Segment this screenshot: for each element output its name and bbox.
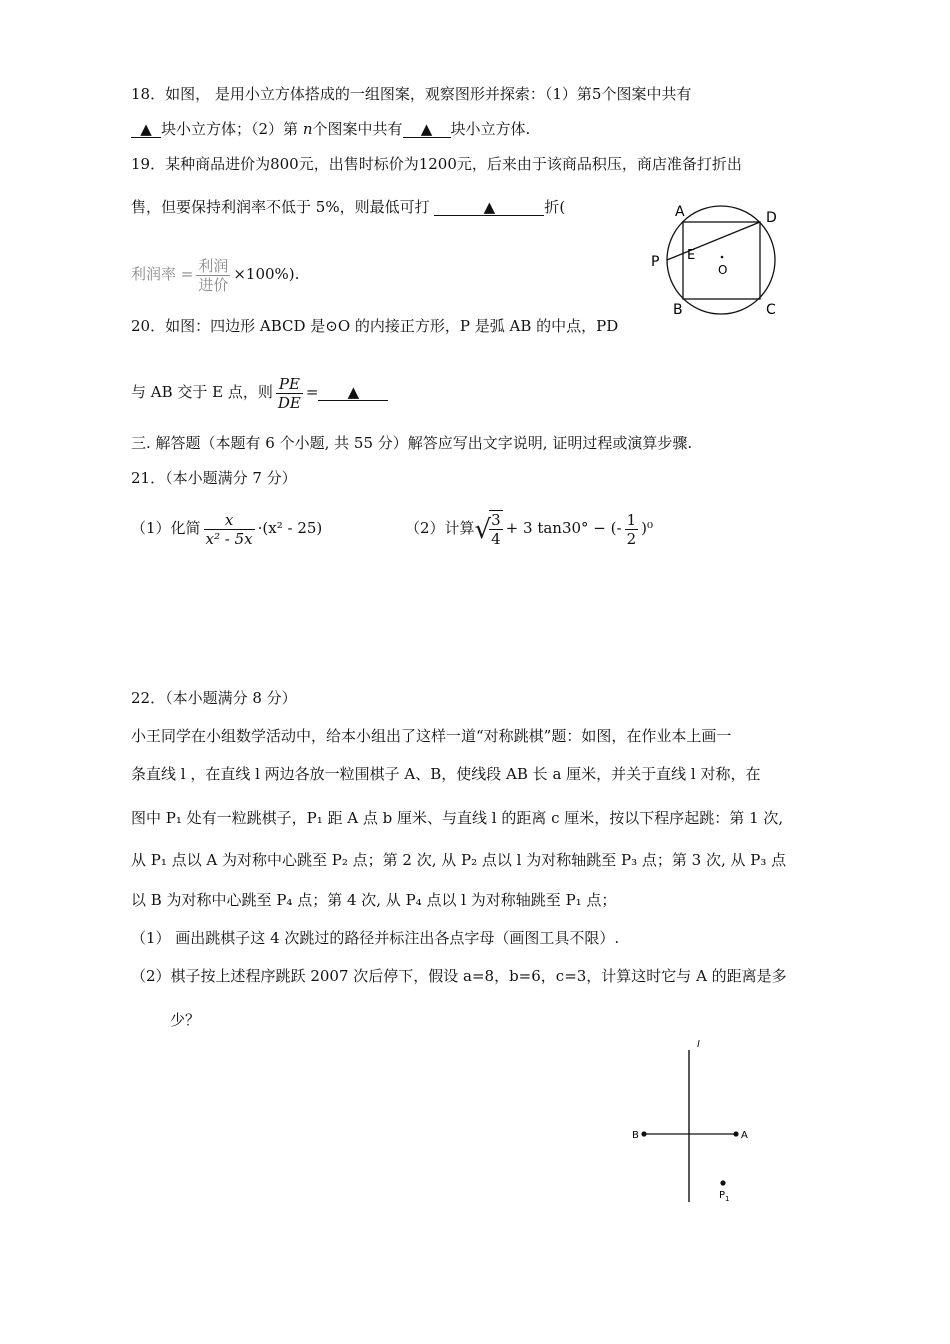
label-l: l: [697, 1040, 700, 1050]
label-o: O: [718, 263, 728, 277]
q22-body-line2: 条直线 l ，在直线 l 两边各放一粒围棋子 A、B，使线段 AB 长 a 厘米，并关于直线 l 对称，在: [131, 765, 761, 783]
q19-fraction-num: 利润: [198, 256, 229, 275]
q22-body-line5: 以 B 为对称中心跳至 P₄ 点；第 4 次, 从 P₄ 点以 l 为对称轴跳至 P₁ 点；: [131, 891, 617, 909]
q19-fraction: [196, 257, 230, 294]
q21-p2-end: )⁰: [641, 519, 653, 537]
q19-text-b: 折(: [544, 198, 566, 216]
q21-p2-f-num: 1: [626, 510, 637, 529]
q19-formula: [131, 254, 299, 294]
label-d: D: [766, 210, 777, 226]
q19-line1: 19．某种商品进价为800元，出售时标价为1200元，后来由于该商品积压，商店准备打折出: [131, 155, 742, 173]
q21-p2-fraction: [625, 511, 639, 548]
q20-fraction-num: PE: [276, 375, 303, 394]
q18-line1: 18．如图， 是用小立方体搭成的一组图案，观察图形并探索：（1）第5个图案中共有: [131, 85, 692, 103]
q20-fraction-den: DE: [277, 393, 301, 412]
q20-line2: [131, 372, 388, 412]
q21-p2-rad-num: 3: [491, 511, 501, 529]
label-c: C: [766, 302, 776, 318]
q22-part2-cont: 少？: [170, 1011, 201, 1029]
q18-var-n: n: [302, 120, 313, 138]
center-dot: [721, 256, 724, 259]
section3-heading: 三. 解答题（本题有 6 个小题, 共 55 分）解答应写出文字说明, 证明过程或演算步骤.: [131, 434, 693, 452]
label-jump-b: B: [632, 1130, 639, 1141]
q19-formula-right: ×100%).: [233, 265, 300, 283]
q21-p2-rad-den: 4: [491, 530, 501, 548]
q20-line1: 20．如图：四边形 ABCD 是⊙O 的内接正方形，P 是弧 AB 的中点，PD: [131, 317, 619, 335]
point-a: [733, 1131, 738, 1136]
label-jump-a: A: [741, 1130, 748, 1141]
q19-fraction-den: 进价: [198, 275, 229, 294]
q20-blank: ▲: [318, 384, 388, 401]
q21-p1-den: x² - 5x: [205, 529, 253, 548]
symmetric-jump-figure: [620, 1040, 770, 1212]
label-a: A: [675, 204, 685, 220]
q18-line2: [131, 119, 530, 139]
q22-title: 22．（本小题满分 8 分）: [131, 689, 297, 707]
q21-part1: [131, 508, 322, 548]
q22-body-line3: 图中 P₁ 处有一粒跳棋子，P₁ 距 A 点 b 厘米、与直线 l 的距离 c 厘米，按以下程序起跳：第 1 次,: [131, 809, 784, 827]
q19-formula-left: 利润率 =: [131, 265, 194, 283]
q19-blank: ▲: [434, 199, 544, 216]
q18-blank2: ▲: [403, 121, 451, 138]
point-b: [641, 1131, 646, 1136]
q21-part2: [405, 508, 653, 550]
q18-text-b: 个图案中共有: [312, 120, 403, 138]
q22-body-line1: 小王同学在小组数学活动中，给本小组出了这样一道“对称跳棋”题：如图，在作业本上画一: [131, 727, 732, 745]
q20-fraction: [276, 375, 303, 412]
q21-p1-num: x: [204, 511, 255, 530]
q22-body-line4: 从 P₁ 点以 A 为对称中心跳至 P₂ 点；第 2 次, 从 P₂ 点以 l 为对称轴跳至 P₃ 点；第 3 次, 从 P₃ 点: [131, 851, 787, 869]
q19-line2: [131, 197, 565, 217]
q22-part2: （2）棋子按上述程序跳跃 2007 次后停下，假设 a=8，b=6，c=3，计算这时它与 A 的距离是多: [131, 967, 787, 985]
label-p1: $P_1$: [719, 1190, 730, 1203]
q21-p2-radicand: [489, 510, 503, 548]
label-b: B: [673, 302, 683, 318]
q21-p2-label: （2）计算: [405, 519, 475, 537]
q21-title: 21．（本小题满分 7 分）: [131, 469, 297, 487]
q19-text-a: 售，但要保持利润率不低于 5%，则最低可打: [131, 198, 430, 216]
q21-p1-label: （1）化简: [131, 519, 201, 537]
segment-pd: [667, 222, 760, 260]
q21-p2-mid: + 3 tan30° − (-: [505, 519, 622, 537]
q20-text: 与 AB 交于 E 点，则: [131, 383, 273, 401]
point-p1: [720, 1180, 725, 1185]
q22-part1: （1） 画出跳棋子这 4 次跳过的路径并标注出各点字母（画图工具不限）.: [131, 929, 620, 947]
label-e: E: [687, 248, 696, 263]
q20-equals: =: [305, 383, 319, 401]
q18-blank1: ▲: [131, 121, 161, 138]
q18-text-c: 块小立方体.: [450, 120, 531, 138]
sqrt-symbol: √: [474, 514, 492, 545]
q21-p2-f-den: 2: [626, 529, 637, 548]
q21-p1-rest: ·(x² - 25): [257, 519, 323, 537]
square-in-circle-figure: [644, 200, 794, 320]
label-p: P: [651, 254, 660, 270]
q18-text-a: 块小立方体；（2）第: [161, 120, 299, 138]
q21-p1-fraction: [204, 511, 255, 548]
